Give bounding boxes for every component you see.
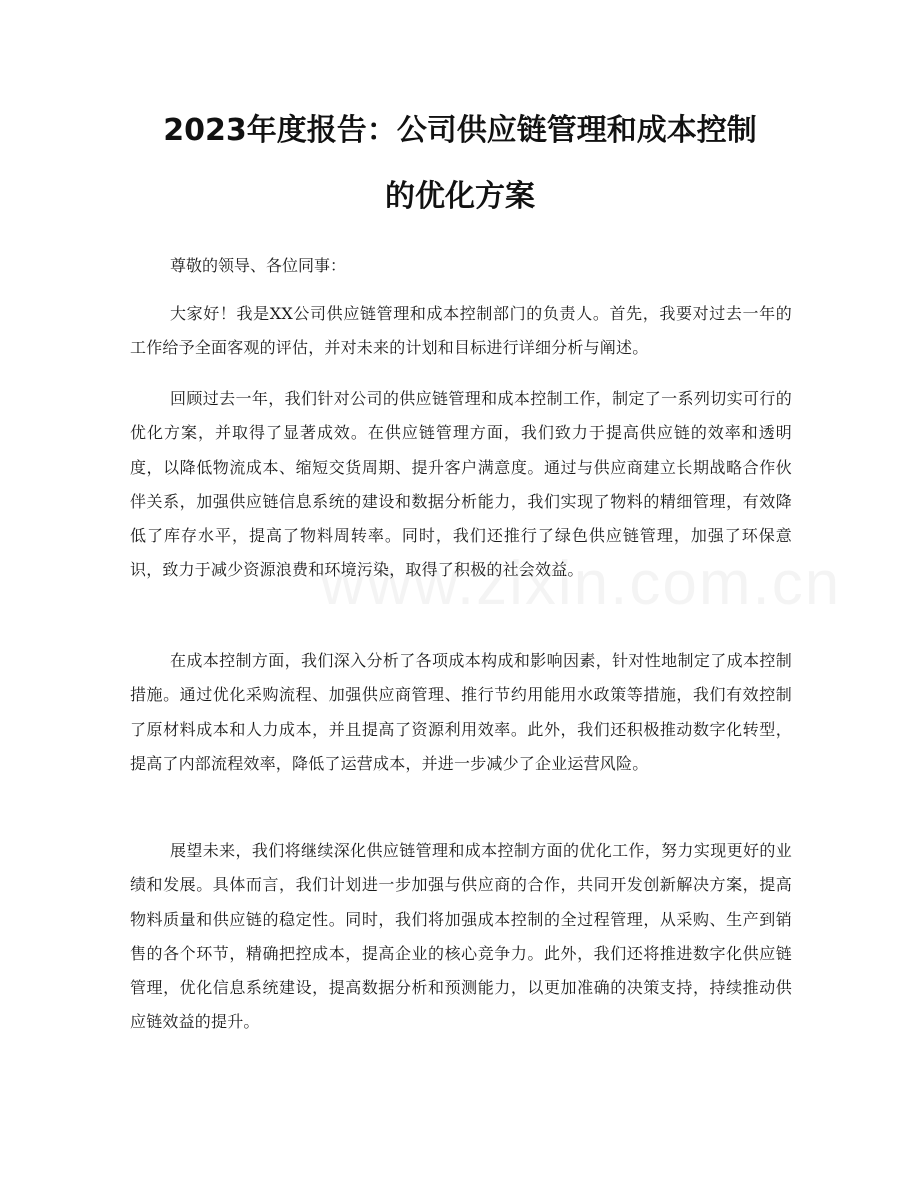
title-line-1: 2023年度报告：公司供应链管理和成本控制: [163, 113, 757, 148]
paragraph-review-supply-chain: 回顾过去一年，我们针对公司的供应链管理和成本控制工作，制定了一系列切实可行的优化方案，并取得了显著成效。在供应链管理方面，我们致力于提高供应链的效率和透明度，以降低物流成本、缩短交货周期、提升客户满意度。通过与供应商建立长期战略合作伙伴关系，加强供应链信息系统的建设和数据分析能力，我们实现了物料的精细管理，有效降低了库存水平，提高了物料周转率。同时，我们还推行了绿色供应链管理，加强了环保意识，致力于减少资源浪费和环境污染，取得了积极的社会效益。: [130, 389, 792, 580]
paragraph-cost-control: 在成本控制方面，我们深入分析了各项成本构成和影响因素，针对性地制定了成本控制措施。通过优化采购流程、加强供应商管理、推行节约用能用水政策等措施，我们有效控制了原材料成本和人力成本，并且提高了资源利用效率。此外，我们还积极推动数字化转型，提高了内部流程效率，降低了运营成本，并进一步减少了企业运营风险。: [130, 651, 792, 773]
title-line-2: 的优化方案: [385, 179, 535, 214]
salutation: 尊敬的领导、各位同事：: [170, 256, 347, 275]
paragraph-intro: 大家好！我是XX公司供应链管理和成本控制部门的负责人。首先，我要对过去一年的工作给予全面客观的评估，并对未来的计划和目标进行详细分析与阐述。: [130, 304, 792, 358]
paragraph-outlook: 展望未来，我们将继续深化供应链管理和成本控制方面的优化工作，努力实现更好的业绩和发展。具体而言，我们计划进一步加强与供应商的合作，共同开发创新解决方案，提高物料质量和供应链的稳定性。同时，我们将加强成本控制的全过程管理，从采购、生产到销售的各个环节，精确把控成本，提高企业的核心竞争力。此外，我们还将推进数字化供应链管理，优化信息系统建设，提高数据分析和预测能力，以更加准确的决策支持，持续推动供应链效益的提升。: [130, 841, 792, 1032]
